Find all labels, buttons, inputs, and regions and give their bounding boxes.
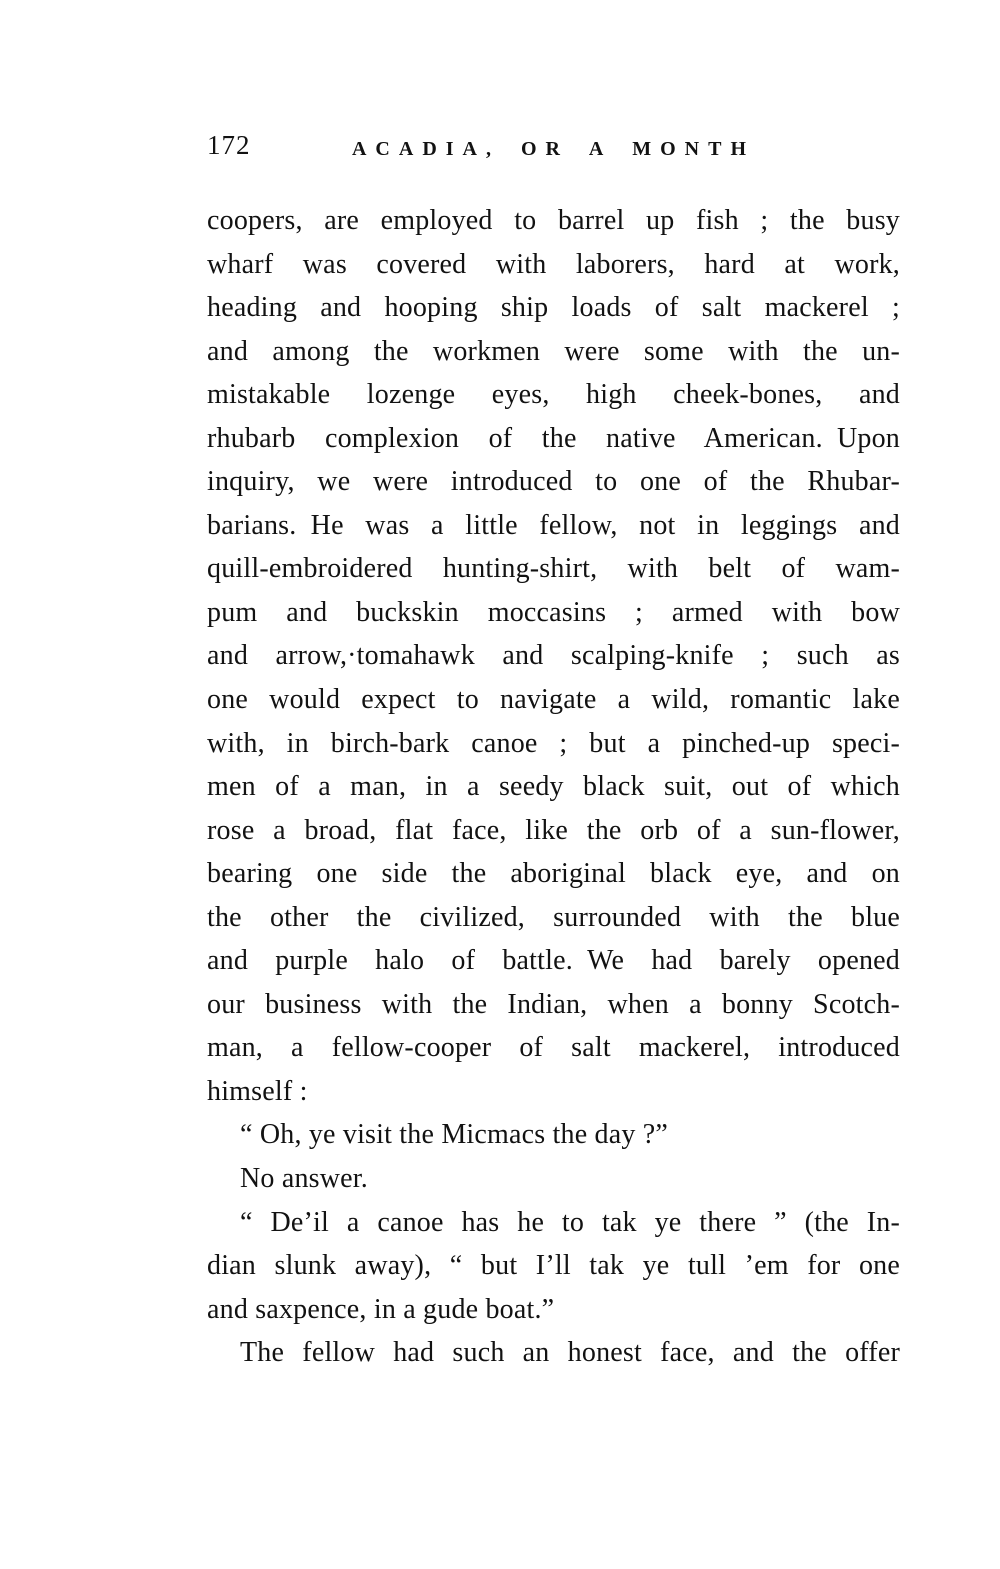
text-line: dian slunk away), “ but I’ll tak ye tull ’em for one <box>207 1250 900 1282</box>
text-line: one would expect to navigate a wild, romantic lake <box>207 684 900 716</box>
text-line: our business with the Indian, when a bonny Scotch- <box>207 988 900 1020</box>
text-line: man, a fellow-cooper of salt mackerel, introduced <box>207 1032 900 1064</box>
text-line: and arrow,·tomahawk and scalping-knife ; such as <box>207 640 900 672</box>
text-line: and purple halo of battle. We had barely opened <box>207 945 900 977</box>
text-line: coopers, are employed to barrel up fish ; the busy <box>207 205 900 236</box>
page-number: 172 <box>207 130 251 160</box>
text-line: and saxpence, in a gude boat.” <box>207 1293 555 1325</box>
text-line: inquiry, we were introduced to one of the Rhubar- <box>207 466 900 498</box>
text-line: “ Oh, ye visit the Micmacs the day ?” <box>240 1119 669 1151</box>
body-text <box>207 199 900 1375</box>
text-line: heading and hooping ship loads of salt mackerel ; <box>207 292 900 324</box>
text-line: rose a broad, flat face, like the orb of a sun-flower, <box>207 814 900 846</box>
text-line: himself : <box>207 1075 308 1107</box>
text-line: and among the workmen were some with the un- <box>207 335 900 367</box>
text-line: “ De’il a canoe has he to tak ye there ” (the In- <box>240 1206 900 1238</box>
text-line: quill-embroidered hunting-shirt, with belt of wam- <box>207 553 900 585</box>
text-line: barians. He was a little fellow, not in leggings and <box>207 509 900 541</box>
text-line: pum and buckskin moccasins ; armed with bow <box>207 596 900 628</box>
text-line: with, in birch-bark canoe ; but a pinched-up speci- <box>207 727 900 759</box>
text-line: mistakable lozenge eyes, high cheek-bones, and <box>207 379 900 411</box>
running-title: ACADIA, OR A MONTH <box>351 138 755 160</box>
text-line: bearing one side the aboriginal black eye, and on <box>207 858 900 890</box>
text-line: men of a man, in a seedy black suit, out of which <box>207 771 900 803</box>
text-line: the other the civilized, surrounded with the blue <box>207 901 900 933</box>
text-line: No answer. <box>240 1163 368 1195</box>
text-line: wharf was covered with laborers, hard at work, <box>207 248 900 280</box>
text-line: rhubarb complexion of the native American. Upon <box>207 422 900 454</box>
text-line: The fellow had such an honest face, and the offer <box>240 1337 900 1369</box>
